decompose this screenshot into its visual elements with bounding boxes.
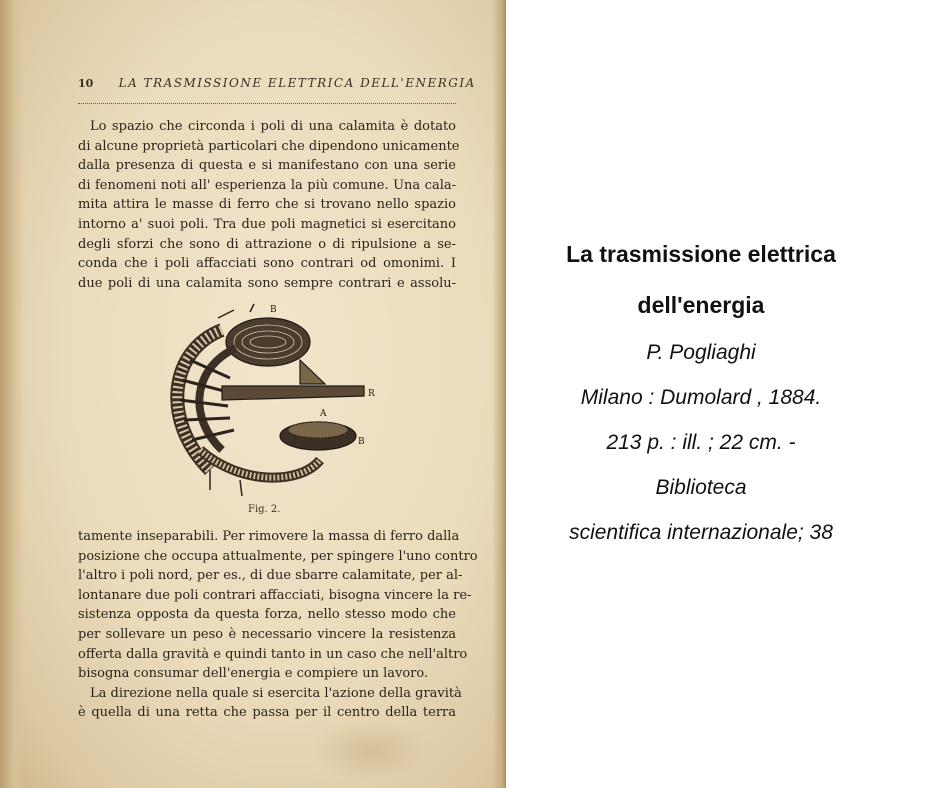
- text-line: di alcune proprietà particolari che dipendono unicamente: [78, 138, 460, 154]
- text-line: offerta dalla gravità e quindi tanto in un caso che nell'altro: [78, 646, 468, 662]
- text-line: Lo spazio che circonda i poli di una calamita è dotato: [90, 119, 456, 134]
- figure-caption: Fig. 2.: [248, 504, 281, 515]
- book-series-line1: Biblioteca: [655, 476, 747, 499]
- figure-label-b-top: B: [270, 305, 277, 315]
- text-line: La direzione nella quale si esercita l'azione della gravità: [90, 685, 462, 701]
- header-rule: [78, 103, 456, 104]
- text-line: degli sforzi che sono di attrazione o di ripulsione a se-: [78, 236, 456, 252]
- book-title-line2: dell'energia: [637, 292, 765, 318]
- running-head: [78, 76, 476, 90]
- text-line: bisogna consumar dell'energia e compiere un lavoro.: [78, 666, 429, 682]
- catalog-card: [506, 0, 940, 788]
- book-author: P. Pogliaghi: [646, 341, 756, 364]
- running-head-title: LA TRASMISSIONE ELETTRICA DELL'ENERGIA: [118, 76, 476, 90]
- book-series-line2: scientifica internazionale; 38: [569, 521, 833, 544]
- figure-label-a: A: [320, 409, 327, 419]
- text-line: mita attira le masse di ferro che si trovano nello spazio: [78, 197, 456, 213]
- paragraph-1: [78, 117, 460, 293]
- page-edge-shadow: [492, 0, 506, 788]
- text-line: sistenza opposta da questa forza, nello stesso modo che: [78, 607, 456, 623]
- text-line: due poli di una calamita sono sempre contrari e assolu-: [78, 275, 456, 291]
- text-line: per sollevare un peso è necessario vincere la resistenza: [78, 626, 456, 642]
- figure-label-b-bottom: B: [358, 437, 365, 447]
- text-line: tamente inseparabili. Per rimovere la massa di ferro dalla: [78, 529, 460, 544]
- paragraph-2: [78, 527, 478, 723]
- page-gutter-shadow: [0, 0, 24, 788]
- text-line: di fenomeni noti all' esperienza la più comune. Una cala-: [78, 177, 456, 193]
- text-line: l'altro i poli nord, per es., di due sbarre calamitate, per al-: [78, 568, 463, 584]
- book-publication: Milano : Dumolard , 1884.: [580, 386, 822, 409]
- paper-stain: [310, 720, 430, 780]
- magnet-engraving-figure: [150, 300, 390, 500]
- book-title-line1: La trasmissione elettrica: [566, 241, 836, 267]
- text-line: posizione che occupa attualmente, per spingere l'uno contro: [78, 548, 478, 564]
- text-line: lontanare due poli contrari affacciati, bisogna vincere la re-: [78, 587, 472, 603]
- text-line: dalla presenza di questa e si manifestano con una serie: [78, 158, 456, 174]
- figure-label-r: R: [368, 389, 375, 399]
- book-physical-description: 213 p. : ill. ; 22 cm. -: [606, 431, 796, 454]
- text-line: è quella di una retta che passa per il centro della terra: [78, 705, 456, 721]
- text-line: conda che i poli affacciati sono contrari od omonimi. I: [78, 256, 456, 272]
- page-number: 10: [78, 77, 94, 90]
- text-line: intorno a' suoi poli. Tra due poli magnetici si esercitano: [78, 216, 456, 232]
